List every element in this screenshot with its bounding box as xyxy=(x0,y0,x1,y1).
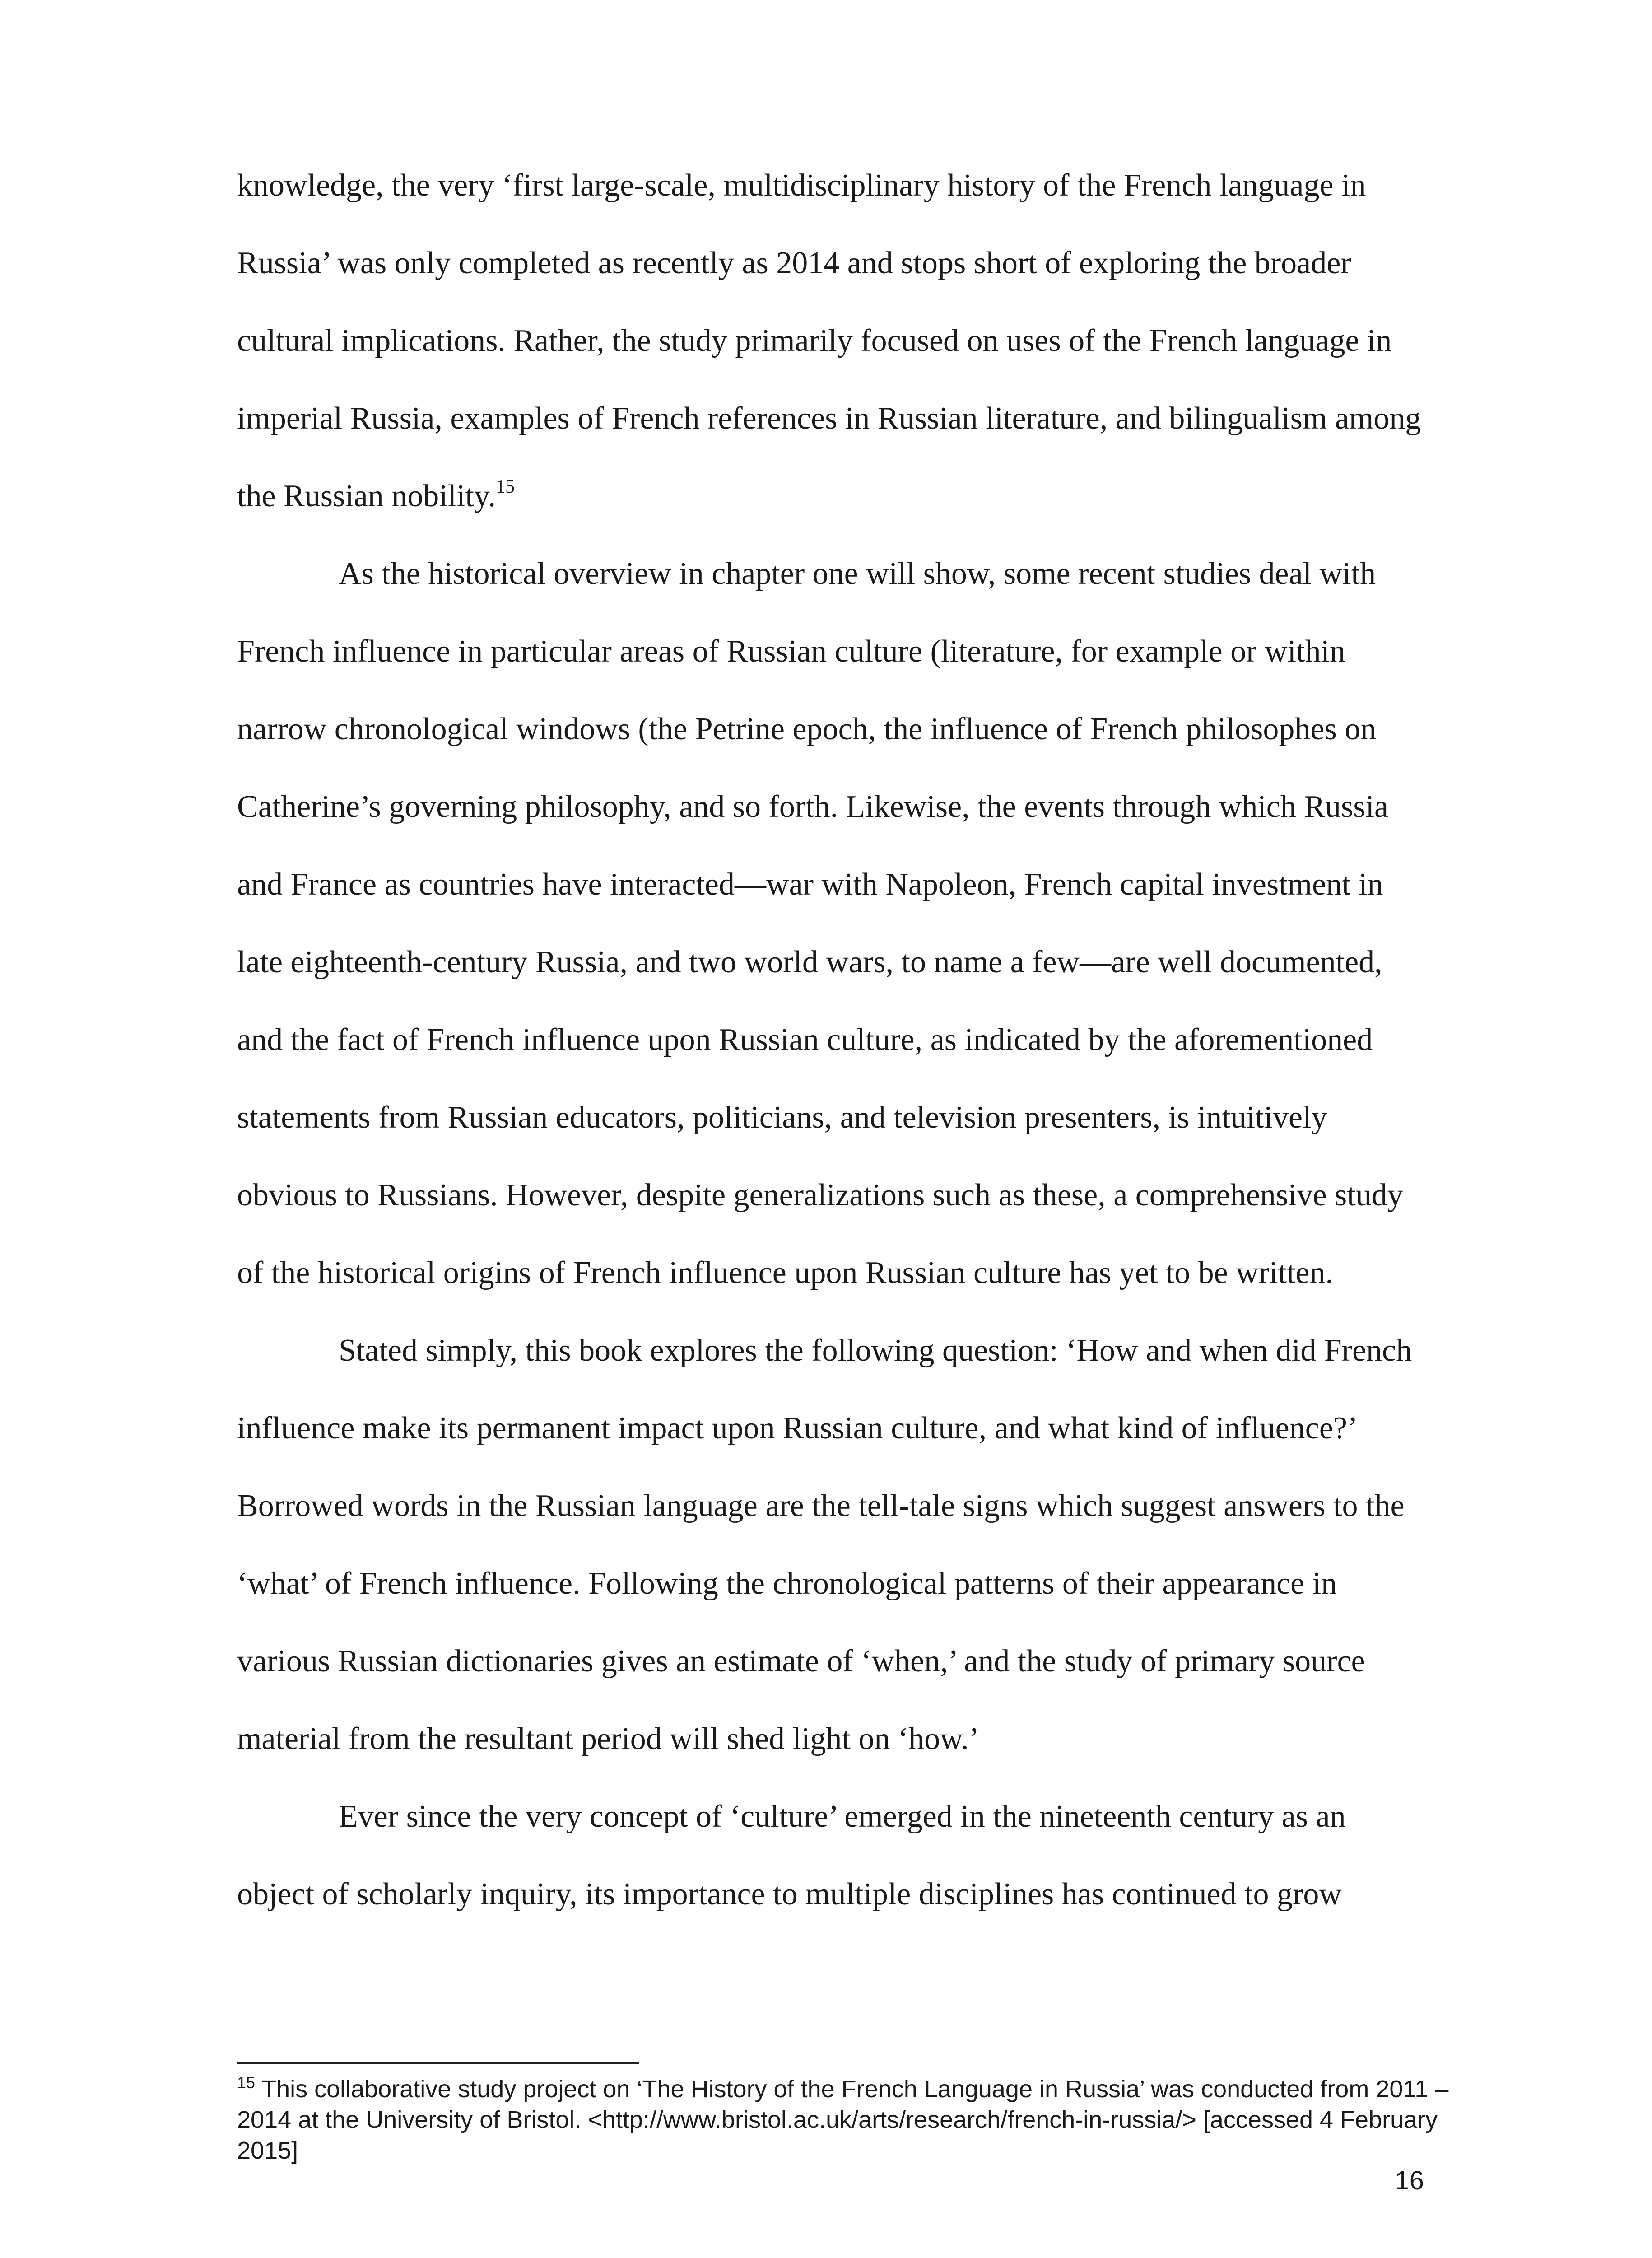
paragraph-text: As the historical overview in chapter one will show, some recent studies deal with French influence in particular areas of Russian culture (literature, for example or within narrow chronological windows (the Petrine epoch, the influence of French philosophes on Catherine’s governing philosophy, and so forth. Likewise, the events through which Russia and France as countries have interacted—war with Napoleon, French capital investment in late eighteenth-century Russia, and two world wars, to name a few—are well documented, and the fact of French influence upon Russian culture, as indicated by the aforementioned statements from Russian educators, politicians, and television presenters, is intuitively obvious to Russians. However, despite generalizations such as these, a comprehensive study of the historical origins of French influence upon Russian culture has yet to be written. xyxy=(237,556,1403,1290)
paragraph xyxy=(237,1778,1429,1933)
paragraph xyxy=(237,535,1429,1312)
paragraph-text: Stated simply, this book explores the following question: ‘How and when did French influence make its permanent impact upon Russian culture, and what kind of influence?’ Borrowed words in the Russian language are the tell-tale signs which suggest answers to the ‘what’ of French influence. Following the chronological patterns of their appearance in various Russian dictionaries gives an estimate of ‘when,’ and the study of primary source material from the resultant period will shed light on ‘how.’ xyxy=(237,1333,1412,1756)
paragraph-text: Ever since the very concept of ‘culture’ emerged in the nineteenth century as an object of scholarly inquiry, its importance to multiple disciplines has continued to grow xyxy=(237,1799,1346,1912)
footnote-number: 15 xyxy=(237,2073,256,2092)
footnote-separator xyxy=(237,2062,639,2064)
footnote xyxy=(237,2074,1456,2166)
page-number: 16 xyxy=(1395,2166,1424,2195)
footnote-entry xyxy=(237,2074,1456,2166)
body-text xyxy=(237,147,1429,1933)
paragraph-text: knowledge, the very ‘first large-scale, multidisciplinary history of the French language in Russia’ was only completed as recently as 2014 and stops short of exploring the broader cultural implications. Rather, the study primarily focused on uses of the French language in imperial Russia, examples of French references in Russian literature, and bilingualism among the Russian nobility. xyxy=(237,168,1421,513)
footnote-text: This collaborative study project on ‘The History of the French Language in Russia’ was conducted from 2011 – 2014 at the University of Bristol. <http://www.bristol.ac.uk/arts/research/french-in-russia/> [accessed 4 February 2015] xyxy=(237,2076,1449,2164)
paragraph xyxy=(237,147,1429,535)
paragraph xyxy=(237,1312,1429,1778)
footnote-reference[interactable]: 15 xyxy=(495,476,515,497)
